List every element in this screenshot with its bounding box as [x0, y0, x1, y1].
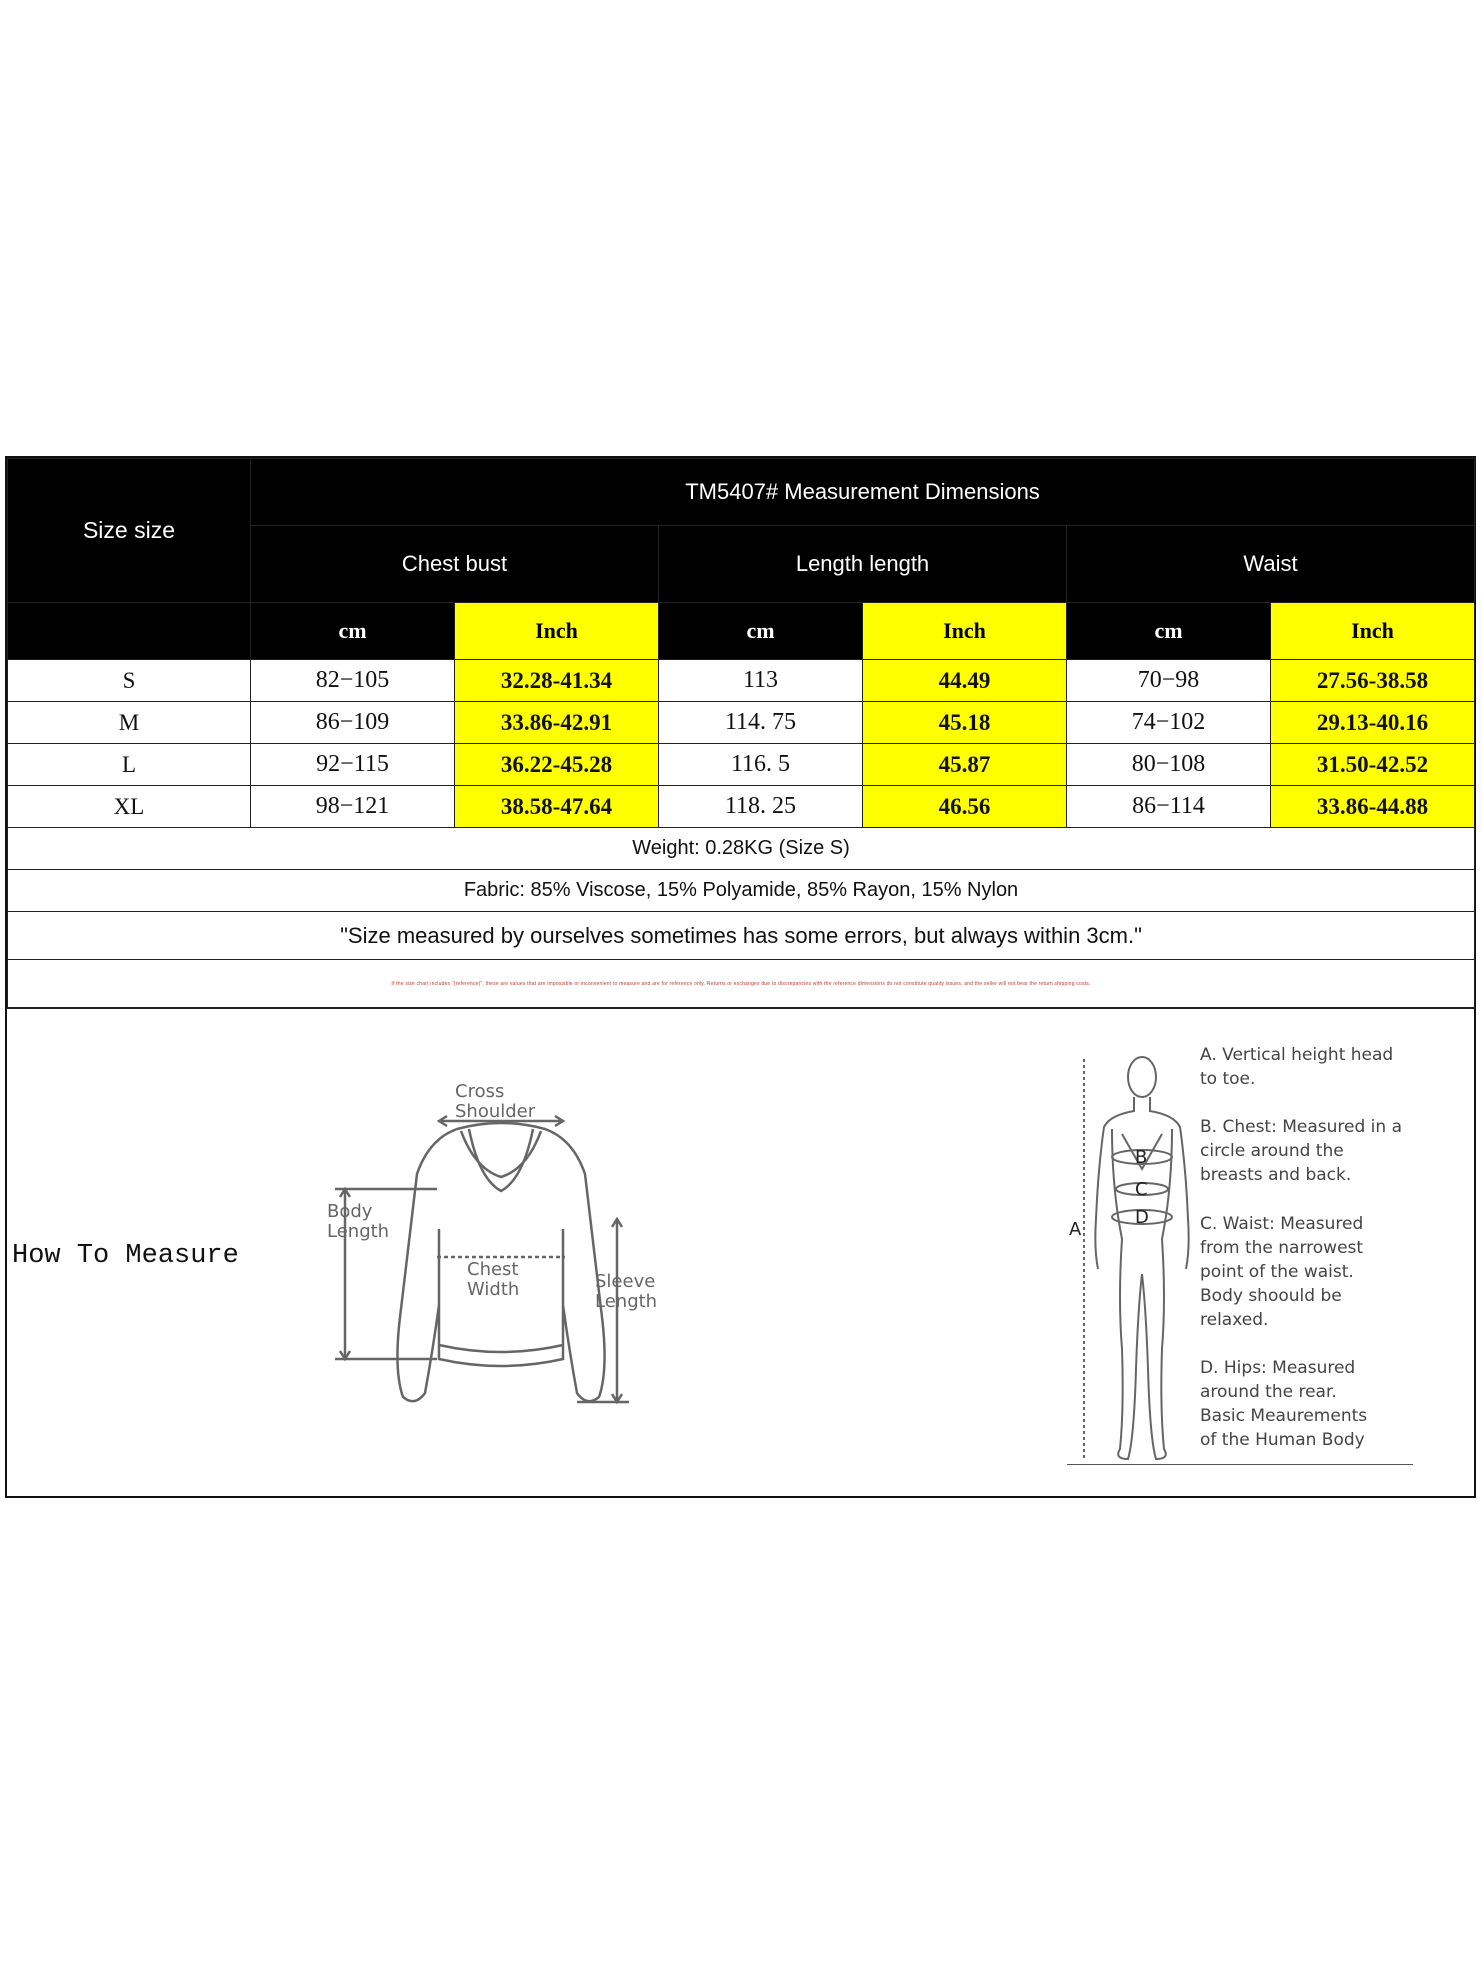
how-to-measure-heading: How To Measure — [12, 1241, 239, 1271]
waist-inch-cell: 31.50-42.52 — [1271, 744, 1475, 786]
label-chest-width: Chest — [467, 1259, 519, 1280]
unit-inch: Inch — [1271, 603, 1475, 660]
label-cross-shoulder: Cross — [455, 1081, 505, 1102]
unit-inch: Inch — [863, 603, 1067, 660]
label-body-length: Length — [327, 1221, 390, 1242]
letter-b: B — [1135, 1147, 1148, 1168]
unit-cm: cm — [1067, 603, 1271, 660]
table-row — [8, 744, 1475, 786]
group-waist: Waist — [1067, 526, 1475, 603]
human-body-diagram-icon — [1062, 1039, 1192, 1469]
group-length: Length length — [659, 526, 1067, 603]
unit-inch: Inch — [455, 603, 659, 660]
table-title: TM5407# Measurement Dimensions — [251, 459, 1475, 526]
length-cm-cell: 116. 5 — [659, 744, 863, 786]
size-cell: XL — [8, 786, 251, 828]
size-chart — [5, 456, 1476, 1498]
waist-cm-cell: 74−102 — [1067, 702, 1271, 744]
fabric-note: Fabric: 85% Viscose, 15% Polyamide, 85% Rayon, 15% Nylon — [8, 870, 1475, 912]
waist-cm-cell: 70−98 — [1067, 660, 1271, 702]
label-cross-shoulder: Shoulder — [455, 1101, 536, 1122]
sweater-diagram-icon — [317, 1079, 677, 1409]
error-note: "Size measured by ourselves sometimes has some errors, but always within 3cm." — [8, 912, 1475, 960]
waist-inch-cell: 29.13-40.16 — [1271, 702, 1475, 744]
chest-cm-cell: 98−121 — [251, 786, 455, 828]
length-cm-cell: 114. 75 — [659, 702, 863, 744]
length-inch-cell: 44.49 — [863, 660, 1067, 702]
measurement-table — [7, 458, 1475, 1008]
length-cm-cell: 118. 25 — [659, 786, 863, 828]
label-sleeve-length: Length — [595, 1291, 658, 1312]
label-sleeve-length: Sleeve — [595, 1271, 656, 1292]
legend-a: A. Vertical height head to toe. — [1200, 1045, 1394, 1089]
waist-inch-cell: 33.86-44.88 — [1271, 786, 1475, 828]
size-cell: M — [8, 702, 251, 744]
divider-line — [1067, 1464, 1413, 1465]
chest-inch-cell: 32.28-41.34 — [455, 660, 659, 702]
chest-cm-cell: 82−105 — [251, 660, 455, 702]
how-to-measure-section — [7, 1008, 1474, 1496]
unit-cm: cm — [659, 603, 863, 660]
chest-cm-cell: 92−115 — [251, 744, 455, 786]
unit-cm: cm — [251, 603, 455, 660]
table-row — [8, 702, 1475, 744]
legend-d: D. Hips: Measured around the rear. Basic Meaurements of the Human Body — [1200, 1358, 1368, 1450]
table-row — [8, 660, 1475, 702]
weight-note: Weight: 0.28KG (Size S) — [8, 828, 1475, 870]
length-inch-cell: 46.56 — [863, 786, 1067, 828]
legend-c: C. Waist: Measured from the narrowest point of the waist. Body shoould be relaxed. — [1200, 1214, 1364, 1330]
size-cell: S — [8, 660, 251, 702]
length-inch-cell: 45.18 — [863, 702, 1067, 744]
table-row — [8, 786, 1475, 828]
label-body-length: Body — [327, 1201, 373, 1222]
label-chest-width: Width — [467, 1279, 520, 1300]
unit-empty — [8, 603, 251, 660]
chest-cm-cell: 86−109 — [251, 702, 455, 744]
reference-fine-print: If the size chart includes "(reference)", these are values that are impossible or inconvenient to measure and are for reference only. Returns or exchanges due to discrepancies with the reference dimensions do not constitute quality issues, and the seller will not bear the return shipping costs. — [8, 960, 1475, 1008]
group-chest: Chest bust — [251, 526, 659, 603]
letter-d: D — [1135, 1207, 1149, 1228]
size-header: Size size — [8, 459, 251, 603]
waist-cm-cell: 86−114 — [1067, 786, 1271, 828]
waist-inch-cell: 27.56-38.58 — [1271, 660, 1475, 702]
length-inch-cell: 45.87 — [863, 744, 1067, 786]
size-cell: L — [8, 744, 251, 786]
length-cm-cell: 113 — [659, 660, 863, 702]
chest-inch-cell: 38.58-47.64 — [455, 786, 659, 828]
chest-inch-cell: 33.86-42.91 — [455, 702, 659, 744]
waist-cm-cell: 80−108 — [1067, 744, 1271, 786]
letter-a: A — [1069, 1219, 1082, 1240]
letter-c: C — [1135, 1179, 1148, 1200]
chest-inch-cell: 36.22-45.28 — [455, 744, 659, 786]
legend-b: B. Chest: Measured in a circle around the breasts and back. — [1200, 1117, 1402, 1185]
